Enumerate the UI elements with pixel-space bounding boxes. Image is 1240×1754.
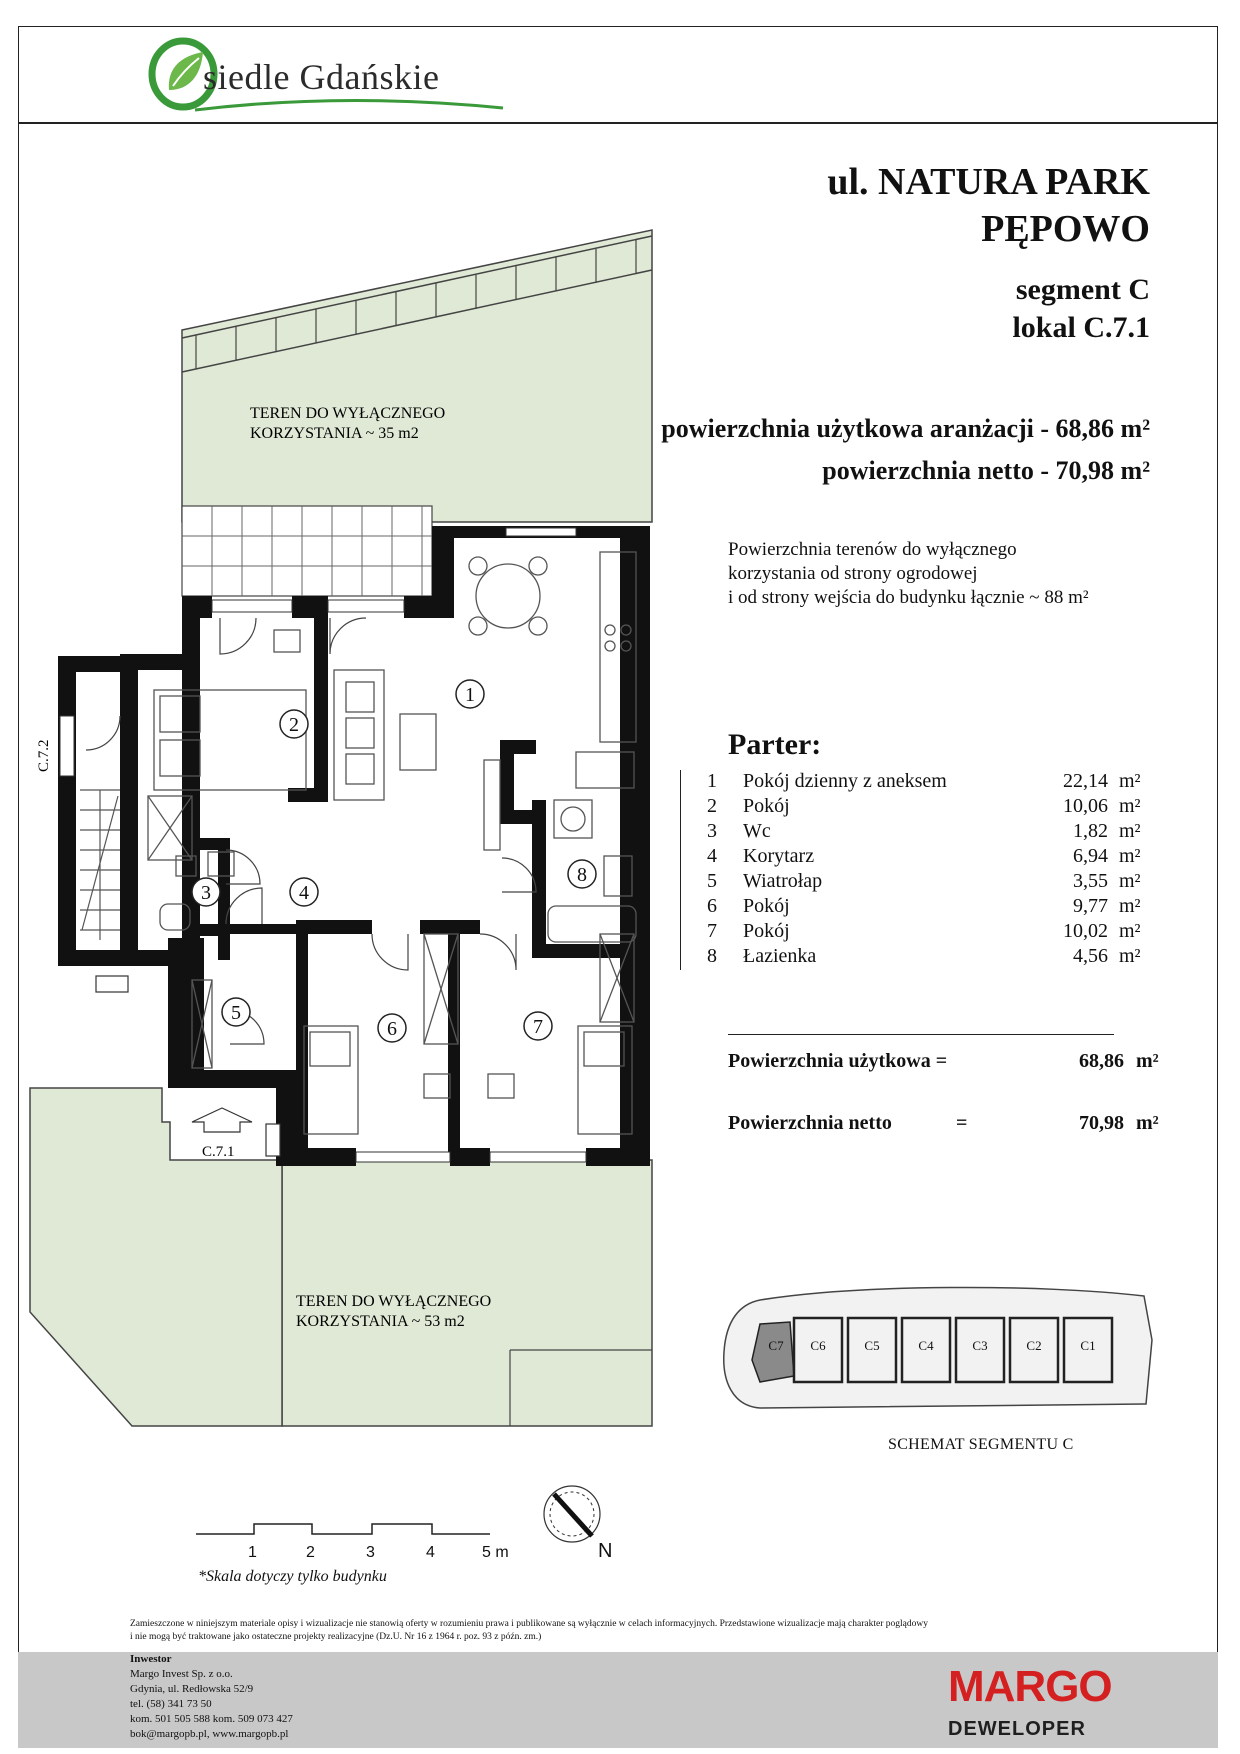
room-area: 6,94 — [1073, 845, 1108, 867]
entrance-arrow-icon — [192, 1108, 252, 1132]
investor-mobile: kom. 501 505 588 kom. 509 073 427 — [130, 1713, 293, 1725]
garden-bottom-label: KORZYSTANIA ~ 53 m2 — [296, 1313, 465, 1330]
street-title: ul. NATURA PARK — [827, 161, 1150, 203]
investor-heading: Inwestor — [130, 1653, 172, 1665]
label-c71: C.7.1 — [202, 1144, 235, 1160]
segment-scheme — [724, 1287, 1152, 1408]
disclaimer — [130, 1618, 1090, 1644]
developer-logo: MARGO — [948, 1662, 1112, 1711]
room-name: Pokój — [743, 795, 790, 817]
investor-info — [130, 1652, 293, 1742]
room-number-8: 8 — [577, 864, 587, 886]
investor-name: Margo Invest Sp. z o.o. — [130, 1668, 233, 1680]
investor-contact: bok@margopb.pl, www.margopb.pl — [130, 1728, 289, 1740]
scale-tick-label: 3 — [366, 1544, 375, 1561]
room-number-2: 2 — [289, 714, 299, 736]
room-number-4: 4 — [299, 882, 309, 904]
garden-bottom-label: TEREN DO WYŁĄCZNEGO — [296, 1293, 492, 1310]
room-number-5: 5 — [231, 1002, 241, 1024]
scale-note: *Skala dotyczy tylko budynku — [198, 1568, 387, 1585]
room-unit: m² — [1119, 895, 1141, 917]
meter-box — [96, 976, 128, 992]
room-name: Wc — [743, 820, 771, 842]
scale-bar — [196, 1524, 490, 1534]
north-arrow-icon — [544, 1486, 600, 1542]
garden-note-line: i od strony wejścia do budynku łącznie ~ 88 m² — [728, 587, 1089, 608]
room-number: 4 — [707, 845, 717, 867]
room-unit: m² — [1119, 920, 1141, 942]
garden-top — [182, 230, 652, 522]
room-unit: m² — [1119, 845, 1141, 867]
room-number: 7 — [707, 920, 717, 942]
room-number-1: 1 — [465, 684, 475, 706]
floor-label: Parter: — [728, 728, 822, 761]
scheme-unit-c1: C1 — [1080, 1338, 1096, 1353]
room-name: Pokój — [743, 895, 790, 917]
garden-top-label: TEREN DO WYŁĄCZNEGO — [250, 405, 446, 422]
room-unit: m² — [1119, 795, 1141, 817]
investor-address: Gdynia, ul. Redłowska 52/9 — [130, 1683, 254, 1695]
meter-box — [266, 1124, 280, 1156]
room-area: 10,02 — [1063, 920, 1108, 942]
disclaimer-line: Zamieszczone w niniejszym materiale opisy i wizualizacje nie stanowią oferty w rozumieniu prawa i publikowane są wyłącznie w celach informacyjnych. Przedstawione wizualizacje mają charakter poglądowy — [130, 1619, 928, 1629]
garden-note-line: korzystania od strony ogrodowej — [728, 563, 978, 584]
room-name: Korytarz — [743, 845, 815, 867]
room-area: 3,55 — [1073, 870, 1108, 892]
scale-tick-label: 5 m — [482, 1544, 509, 1561]
segment-title: segment C — [1015, 273, 1150, 306]
investor-phone: tel. (58) 341 73 50 — [130, 1698, 212, 1710]
net-area-label: Powierzchnia netto — [728, 1112, 892, 1134]
room-unit: m² — [1119, 870, 1141, 892]
net-area: powierzchnia netto - 70,98 m² — [822, 456, 1150, 485]
scale-tick-label: 1 — [248, 1544, 257, 1561]
room-number: 6 — [707, 895, 717, 917]
net-area-equals: = — [956, 1112, 968, 1134]
room-area: 1,82 — [1073, 820, 1108, 842]
net-area-unit: m² — [1136, 1112, 1159, 1134]
label-c72: C.7.2 — [36, 739, 52, 772]
room-number: 2 — [707, 795, 717, 817]
usable-area-value: 68,86 — [1079, 1050, 1124, 1072]
room-unit: m² — [1119, 945, 1141, 967]
room-unit: m² — [1119, 820, 1141, 842]
scheme-unit-c5: C5 — [864, 1338, 880, 1353]
room-name: Wiatrołap — [743, 870, 823, 892]
net-area-value: 70,98 — [1079, 1112, 1124, 1134]
garden-top-label: KORZYSTANIA ~ 35 m2 — [250, 425, 419, 442]
unit-title: lokal C.7.1 — [1012, 311, 1150, 344]
arrangement-area: powierzchnia użytkowa aranżacji - 68,86 m² — [661, 414, 1150, 443]
garden-side — [30, 1088, 282, 1426]
room-name: Łazienka — [743, 945, 817, 967]
scheme-unit-c2: C2 — [1026, 1338, 1042, 1353]
garden-note-line: Powierzchnia terenów do wyłącznego — [728, 539, 1017, 560]
north-label: N — [598, 1540, 613, 1562]
room-area: 9,77 — [1073, 895, 1108, 917]
scale-tick-label: 4 — [426, 1544, 435, 1561]
usable-area-label: Powierzchnia użytkowa = — [728, 1050, 948, 1072]
terrace — [182, 506, 432, 596]
city-title: PĘPOWO — [981, 208, 1150, 250]
room-name: Pokój dzienny z aneksem — [743, 770, 947, 792]
interior-floor — [196, 540, 642, 1150]
room-unit: m² — [1119, 770, 1141, 792]
room-number: 3 — [707, 820, 717, 842]
room-name: Pokój — [743, 920, 790, 942]
room-number: 1 — [707, 770, 717, 792]
disclaimer-line: i nie mogą być traktowane jako ostateczne projekty realizacyjne (Dz.U. Nr 16 z 1964 r. poz. 93 z późn. zm.) — [130, 1632, 542, 1642]
scheme-unit-c7: C7 — [768, 1338, 784, 1353]
scheme-caption: SCHEMAT SEGMENTU C — [888, 1436, 1074, 1453]
scheme-unit-c4: C4 — [918, 1338, 934, 1353]
room-number: 5 — [707, 870, 717, 892]
scale-tick-label: 2 — [306, 1544, 315, 1561]
room-area: 22,14 — [1063, 770, 1108, 792]
room-area: 10,06 — [1063, 795, 1108, 817]
scheme-unit-c3: C3 — [972, 1338, 988, 1353]
room-number-7: 7 — [533, 1016, 543, 1038]
logo-text: siedle Gdańskie — [203, 57, 440, 97]
developer-subtitle: DEWELOPER — [948, 1718, 1086, 1740]
usable-area-unit: m² — [1136, 1050, 1159, 1072]
room-area: 4,56 — [1073, 945, 1108, 967]
room-number-6: 6 — [387, 1018, 397, 1040]
room-number: 8 — [707, 945, 717, 967]
room-number-3: 3 — [201, 882, 211, 904]
scheme-unit-c6: C6 — [810, 1338, 826, 1353]
